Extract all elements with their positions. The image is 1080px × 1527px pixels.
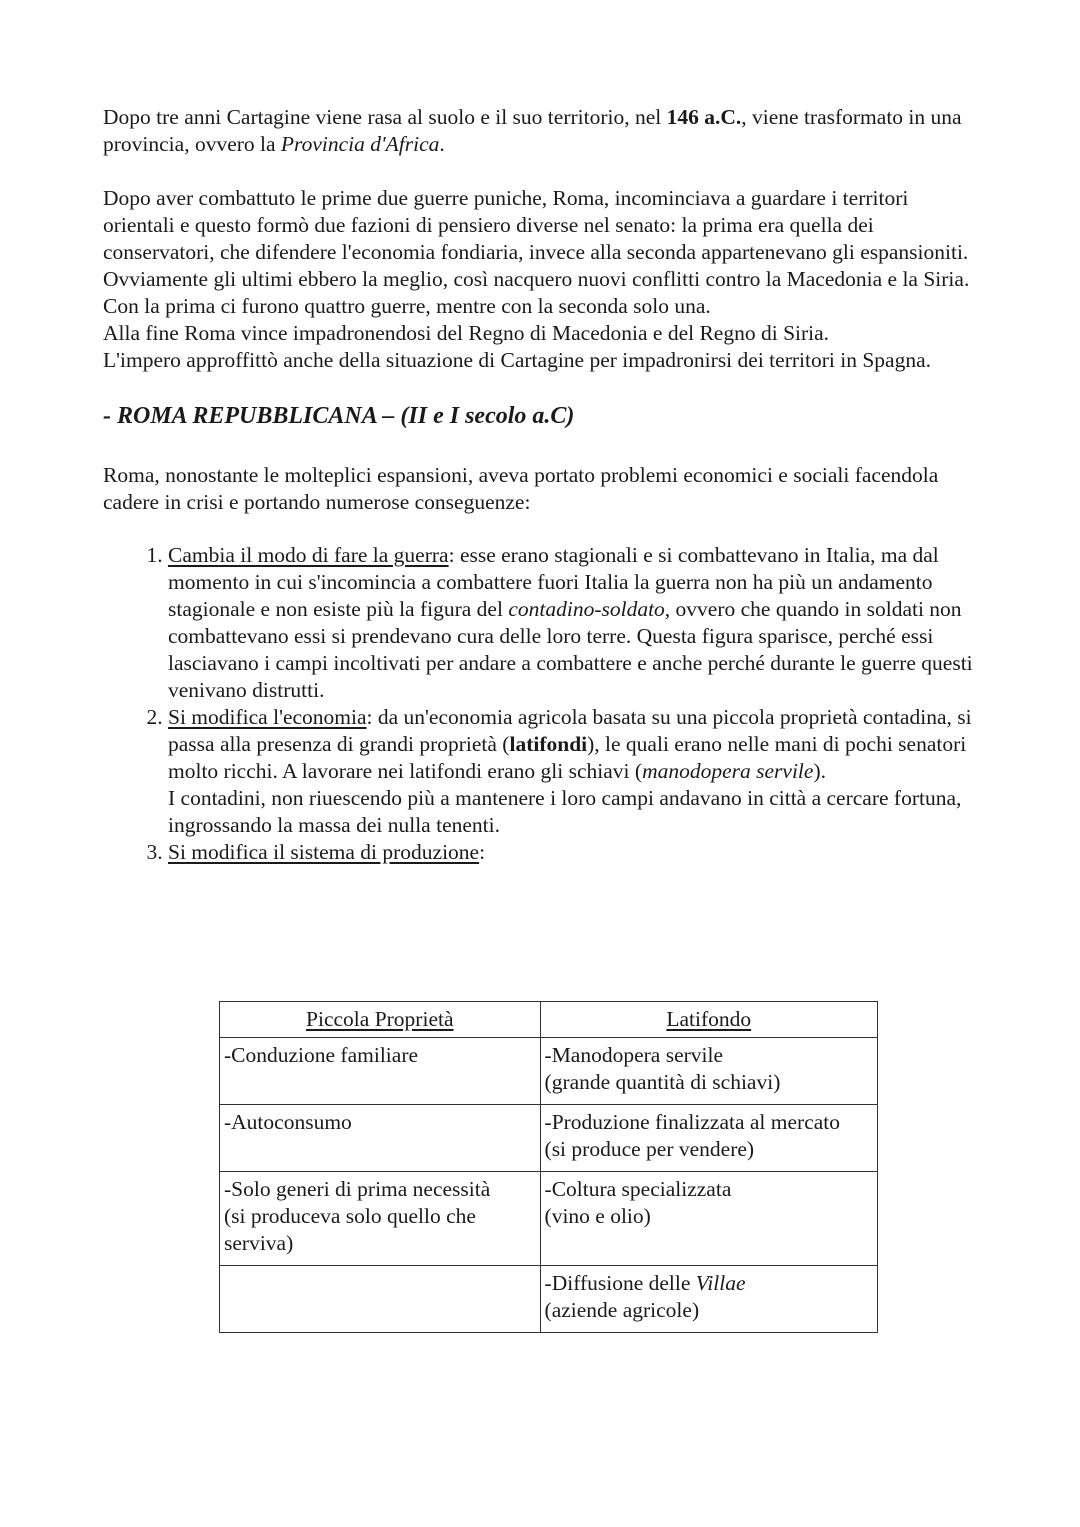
text-segment: : da un'economia agricola basata su una piccola proprietà contadina, si passa alla presenza di grandi proprietà ( (168, 705, 972, 756)
list-item-title: Cambia il modo di fare la guerra (168, 543, 449, 567)
table-row (220, 1172, 878, 1266)
list-item (168, 839, 983, 866)
table-cell (220, 1038, 541, 1105)
bold-term: latifondi (509, 732, 588, 756)
cell-text: (grande quantità di schiavi) (544, 1070, 781, 1094)
list-item-title: Si modifica il sistema di produzione (168, 840, 480, 864)
paragraph-conflicts: Ovviamente gli ultimi ebbero la meglio, così nacquero nuovi conflitti contro la Macedonia e la Siria. (103, 267, 970, 291)
paragraph-factions: Dopo aver combattuto le prime due guerre puniche, Roma, incominciava a guardare i territori orientali e questo formò due fazioni di pensiero diverse nel senato: la prima era quella dei conservatori, che difendere l'economia fondiaria, invece alla seconda appartenevano gli espansioniti. (103, 186, 969, 264)
cell-text: (vino e olio) (544, 1204, 651, 1228)
text-segment: : (479, 840, 486, 864)
italic-province: Provincia d'Africa (280, 132, 440, 156)
consequences-list (103, 542, 983, 866)
list-item (168, 542, 983, 704)
intro-paragraph: Roma, nonostante le molteplici espansioni, aveva portato problemi economici e sociali facendola cadere in crisi e portando numerose conseguenze: (103, 463, 939, 514)
text-segment: : esse erano stagionali e si combattevano in Italia, ma dal momento in cui s'incomincia a combattere fuori Italia la guerra non ha più un andamento stagionale e non esiste più la figura del (168, 543, 939, 621)
cell-text: -Produzione finalizzata al mercato (544, 1110, 841, 1134)
italic-term: manodopera servile (642, 759, 814, 783)
list-item-title: Si modifica l'economia (168, 705, 367, 729)
table-cell (540, 1105, 877, 1172)
table-cell (540, 1038, 877, 1105)
table-header: Piccola Proprietà (220, 1002, 541, 1038)
comparison-table (219, 1001, 878, 1333)
cell-text: -Solo generi di prima necessità (224, 1177, 491, 1201)
table-cell (220, 1172, 541, 1266)
paragraph-victory: Alla fine Roma vince impadronendosi del Regno di Macedonia e del Regno di Siria. (103, 321, 830, 345)
table-cell (540, 1172, 877, 1266)
table-cell-empty (220, 1266, 541, 1333)
cell-text: (si produceva solo quello che serviva) (224, 1204, 476, 1255)
text-segment: Dopo tre anni Cartagine viene rasa al suolo e il suo territorio, nel (103, 105, 667, 129)
table-row (220, 1038, 878, 1105)
text-segment: , ovvero che quando in soldati non combattevano essi si prendevano cura delle loro terre. Questa figura sparisce, perché essi lasciavano i campi incoltivati per andare a combattere e anche perché durante le guerre questi venivano distrutti. (168, 597, 973, 702)
table-header: Latifondo (540, 1002, 877, 1038)
table-cell (540, 1266, 877, 1333)
text-segment: I contadini, non riuescendo più a mantenere i loro campi andavano in città a cercare fortuna, ingrossando la massa dei nulla tenenti. (168, 786, 962, 837)
italic-term: contadino-soldato (508, 597, 665, 621)
italic-term: Villae (695, 1271, 746, 1295)
cell-text: -Coltura specializzata (544, 1177, 732, 1201)
cell-text: -Diffusione delle (544, 1271, 696, 1295)
cell-text: (si produce per vendere) (544, 1137, 755, 1161)
paragraph-wars: Con la prima ci furono quattro guerre, mentre con la seconda solo una. (103, 294, 711, 318)
paragraph-spain: L'impero approffittò anche della situazione di Cartagine per impadronirsi dei territori in Spagna. (103, 348, 931, 372)
cell-text: (aziende agricole) (544, 1298, 700, 1322)
text-segment: , viene trasformato in una provincia, ovvero la (103, 105, 962, 156)
document-page (103, 104, 983, 866)
bold-date: 146 a.C. (666, 105, 742, 129)
table-row (220, 1105, 878, 1172)
text-segment: ). (813, 759, 826, 783)
text-segment: ), le quali erano nelle mani di pochi senatori molto ricchi. A lavorare nei latifondi erano gli schiavi ( (168, 732, 967, 783)
text-segment: . (439, 132, 445, 156)
list-item (168, 704, 983, 839)
table-row (220, 1266, 878, 1333)
cell-text: -Conduzione familiare (224, 1043, 419, 1067)
table-cell (220, 1105, 541, 1172)
section-heading: - ROMA REPUBBLICANA – (II e I secolo a.C) (103, 403, 575, 429)
cell-text: -Manodopera servile (544, 1043, 724, 1067)
cell-text: -Autoconsumo (224, 1110, 352, 1134)
paragraph-carthage (103, 104, 983, 158)
table-header-row (220, 1002, 878, 1038)
